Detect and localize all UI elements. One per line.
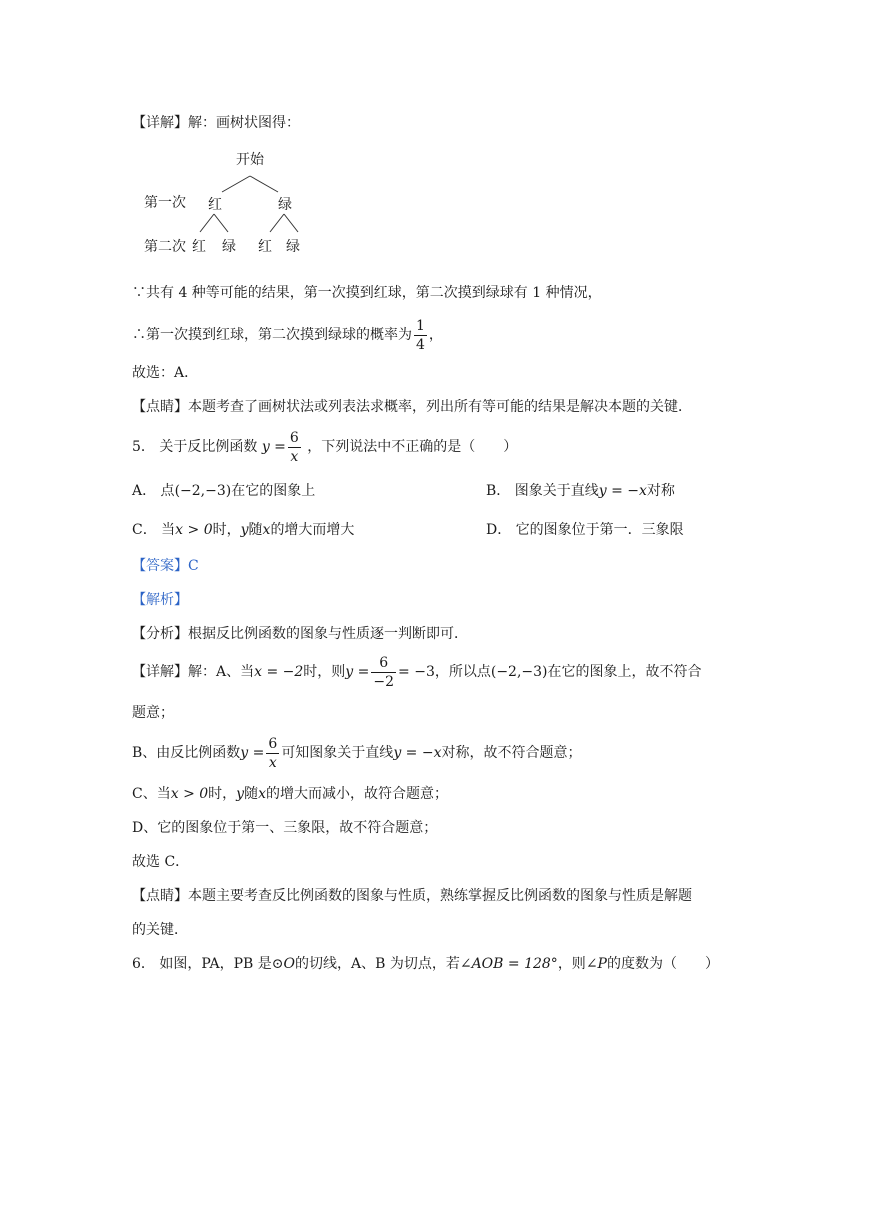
- tree-edge: [250, 176, 278, 192]
- q6-end: 的度数为（ ）: [606, 956, 719, 972]
- q5-detail-b: [132, 731, 581, 775]
- detail-a-text: 【详解】解：A、当: [132, 664, 255, 680]
- detail-c-mid2: 随: [244, 786, 259, 802]
- q4-conclusion-end: ，: [428, 327, 443, 343]
- q6-mid2: ，则: [557, 956, 586, 972]
- detail-a-mid: 时，则: [303, 664, 346, 680]
- detail-a-mid2: ，所以点: [434, 664, 491, 680]
- q6-circle: ⊙O: [271, 956, 295, 972]
- fraction-numerator: 6: [268, 735, 278, 752]
- option-c-mid2: 随: [248, 522, 263, 538]
- q5-option-a: [132, 481, 315, 501]
- detail-b-end: 对称，故不符合题意；: [441, 745, 582, 761]
- q6-angle-p: ∠P: [585, 956, 607, 972]
- option-a-label: A． 点: [132, 483, 175, 499]
- option-c-mid: 时，: [212, 522, 241, 538]
- detail-c-mid: 时，: [208, 786, 237, 802]
- q5-detail-a-cont: 题意；: [132, 705, 174, 721]
- detail-b-fraction: [266, 735, 279, 772]
- q5-detail-c: [132, 784, 448, 804]
- q4-conclusion-line: [132, 313, 443, 357]
- detail-a-math1: x = −2: [254, 664, 304, 680]
- q6-text: 6． 如图，PA，PB 是: [132, 956, 272, 972]
- fraction-numerator: 1: [416, 317, 425, 334]
- q5-option-d: D． 它的图象位于第一．三象限: [486, 522, 684, 538]
- option-c-text: 的增大而增大: [270, 522, 355, 538]
- tree-edge: [200, 214, 214, 232]
- tree-edge: [284, 214, 298, 232]
- fraction-denominator: −2: [373, 673, 395, 690]
- q6-stem: [132, 954, 719, 974]
- tree-l2-rr: 绿: [286, 239, 300, 255]
- q5-detail-a: [132, 650, 702, 694]
- q5-stem: [132, 425, 517, 469]
- q5-stem-text: 5． 关于反比例函数: [132, 439, 258, 455]
- detail-a-point: (−2,−3): [490, 664, 548, 680]
- detail-a-fraction: [371, 654, 396, 691]
- tree-l2-ll: 红: [192, 239, 206, 255]
- fraction-denominator: x: [290, 448, 299, 465]
- option-a-text: 在它的图象上: [231, 483, 316, 499]
- option-b-math: y = −x: [598, 483, 647, 499]
- analysis-label: 【解析】: [132, 592, 188, 608]
- detail-a-lhs: y =: [345, 664, 370, 680]
- detail-b-text: B、由反比例函数: [132, 745, 241, 761]
- tree-l1-right: 绿: [278, 197, 292, 213]
- fraction-numerator: 6: [371, 654, 396, 673]
- tree-diagram: [138, 148, 318, 260]
- option-c-label: C． 当: [132, 522, 176, 538]
- detail-c-math1: x > 0: [170, 786, 209, 802]
- q5-choose: 故选 C．: [132, 854, 190, 870]
- detail-c-math3: x: [258, 786, 266, 802]
- probability-fraction: [414, 317, 427, 354]
- detail-c-math2: y: [236, 786, 245, 802]
- tree-edge: [270, 214, 284, 232]
- q5-option-b: [486, 481, 675, 501]
- tree-l2-lr: 绿: [222, 239, 236, 255]
- option-c-math2: y: [240, 522, 249, 538]
- q5-analyze: 【分析】根据反比例函数的图象与性质逐一判断即可．: [132, 626, 468, 642]
- detail-b-math: y = −x: [393, 745, 442, 761]
- q5-option-c: [132, 520, 354, 540]
- q6-mid: 的切线，A、B 为切点，若: [294, 956, 460, 972]
- option-c-math1: x > 0: [175, 522, 213, 538]
- fraction-denominator: 4: [416, 336, 425, 353]
- q6-angle: ∠AOB = 128°: [459, 956, 558, 972]
- option-c-math3: x: [262, 522, 271, 538]
- q5-function-lhs: y =: [261, 439, 286, 455]
- detail-c-text: C、当: [132, 786, 171, 802]
- tree-level1-label: 第一次: [144, 195, 186, 211]
- q5-function-fraction: [288, 429, 301, 466]
- tree-edge: [222, 176, 250, 192]
- tree-l1-left: 红: [208, 197, 222, 213]
- q4-reason-line: ∵共有 4 种等可能的结果，第一次摸到红球，第二次摸到绿球有 1 种情况，: [132, 285, 602, 301]
- q4-choose: 故选：A．: [132, 365, 199, 381]
- detail-a-end: 在它的图象上，故不符合: [547, 664, 702, 680]
- tree-root: 开始: [236, 152, 264, 168]
- option-b-label: B． 图象关于直线: [486, 483, 599, 499]
- tree-l2-rl: 红: [258, 239, 272, 255]
- fraction-numerator: 6: [289, 429, 299, 446]
- q5-stem-end: ，下列说法中不正确的是（ ）: [307, 439, 518, 455]
- detail-a-eq: = −3: [398, 664, 435, 680]
- tree-edge: [214, 214, 228, 232]
- detail-c-end: 的增大而减小，故符合题意；: [265, 786, 448, 802]
- q5-comment-1: 【点睛】本题主要考查反比例函数的图象与性质，熟练掌握反比例函数的图象与性质是解题: [132, 888, 692, 904]
- detail-heading: 【详解】解：画树状图得：: [132, 115, 300, 131]
- answer-label: 【答案】C: [132, 558, 199, 574]
- q5-comment-2: 的关键．: [132, 922, 188, 938]
- option-a-point: (−2,−3): [174, 483, 232, 499]
- q5-detail-d: D、它的图象位于第一、三象限，故不符合题意；: [132, 820, 438, 836]
- fraction-denominator: x: [268, 754, 277, 771]
- q4-conclusion-text: ∴第一次摸到红球，第二次摸到绿球的概率为: [132, 327, 412, 343]
- q4-comment: 【点睛】本题考查了画树状法或列表法求概率，列出所有等可能的结果是解决本题的关键．: [132, 399, 692, 415]
- detail-b-mid: 可知图象关于直线: [281, 745, 394, 761]
- detail-b-lhs: y =: [240, 745, 265, 761]
- tree-level2-label: 第二次: [144, 239, 186, 255]
- option-b-text: 对称: [646, 483, 675, 499]
